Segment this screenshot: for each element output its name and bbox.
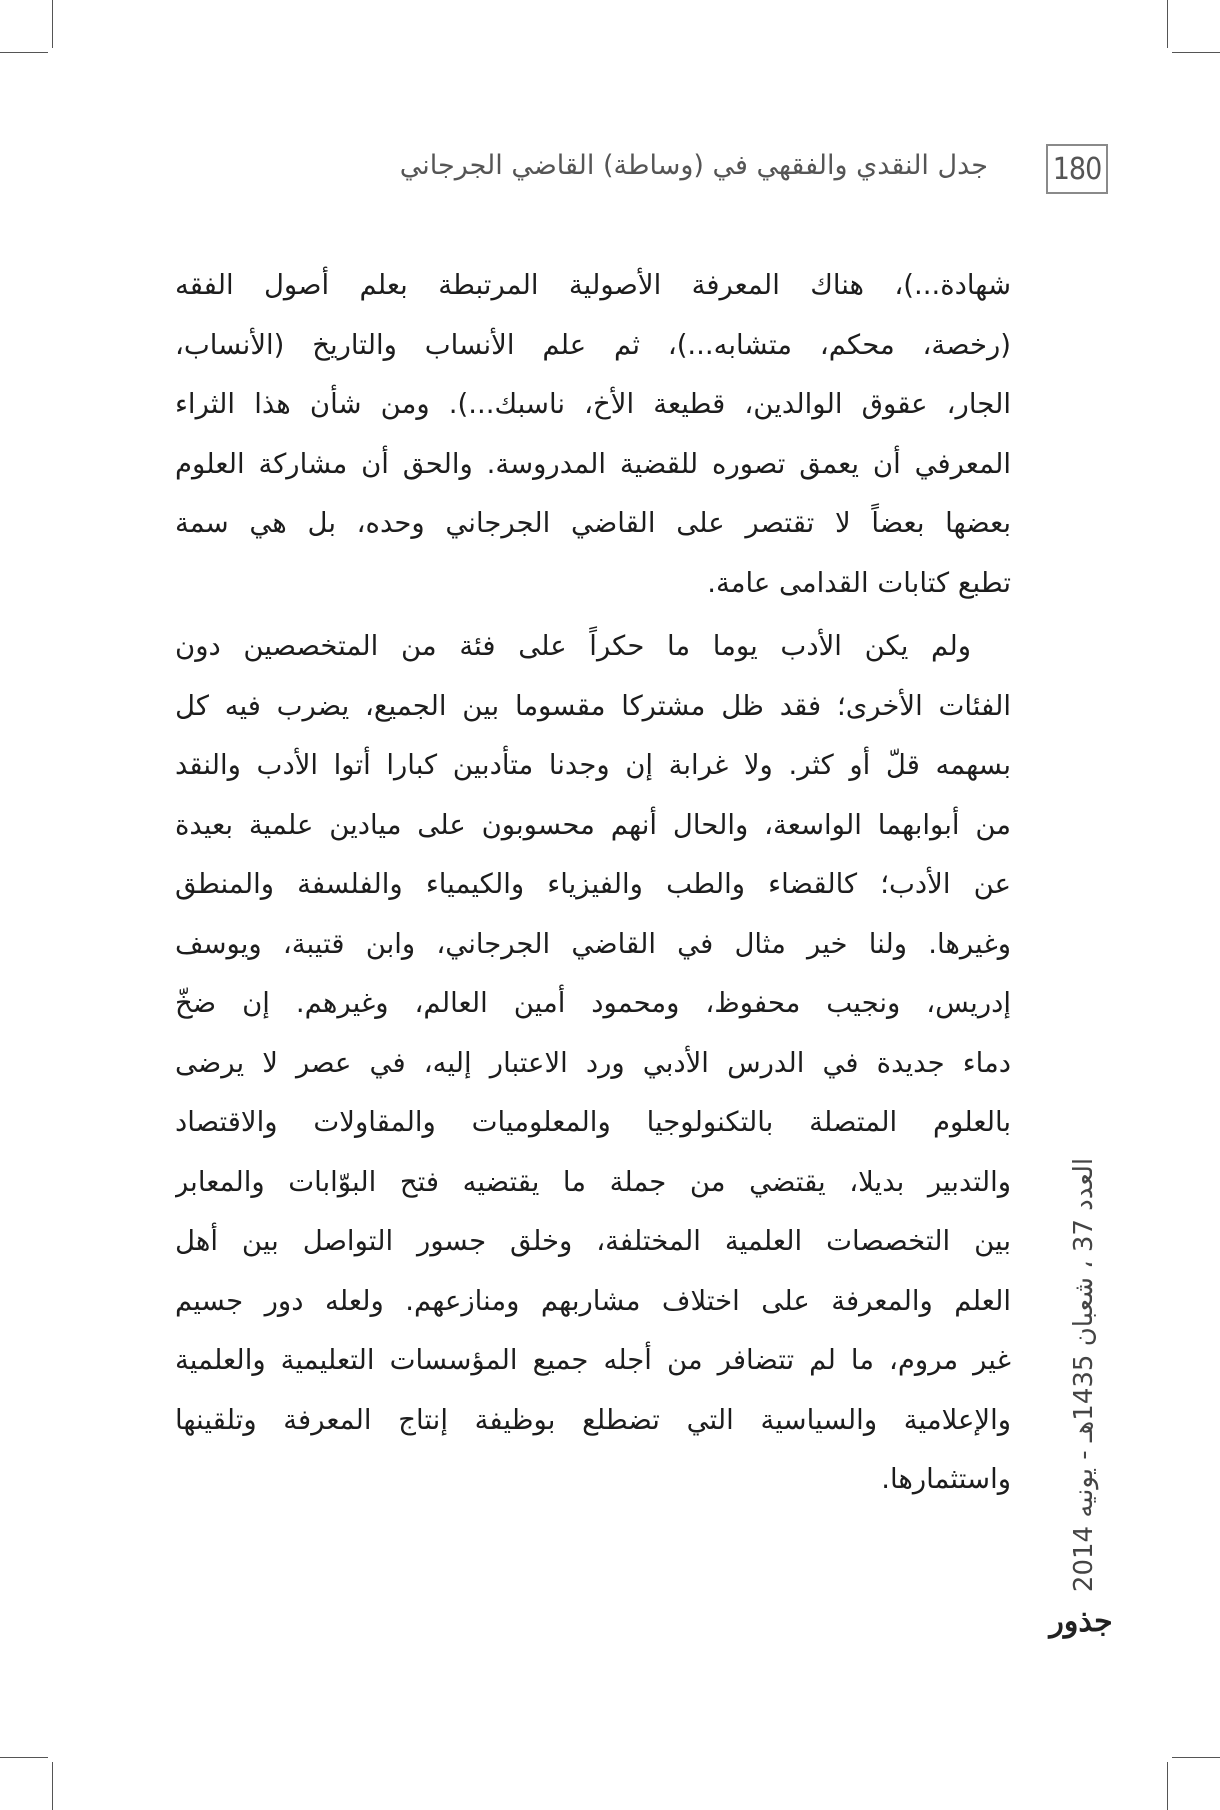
text-line: من أبوابهما الواسعة، والحال أنهم محسوبون على ميادين علمية بعيدة [175, 808, 1011, 841]
text-line: العلم والمعرفة على اختلاف مشاربهم ومنازعهم. ولعله دور جسيم [175, 1284, 1011, 1317]
crop-mark-bottom-left [52, 1762, 53, 1810]
text-line: (رخصة، محكم، متشابه...)، ثم علم الأنساب والتاريخ (الأنساب، [175, 328, 1011, 361]
text-line: دماء جديدة في الدرس الأدبي ورد الاعتبار إليه، في عصر لا يرضى [175, 1046, 1011, 1079]
journal-issue-info [1054, 1157, 1114, 1593]
text-line: الفئات الأخرى؛ فقد ظل مشتركا مقسوما بين الجميع، يضرب فيه كل [175, 689, 1011, 722]
text-line: بسهمه قلّ أو كثر. ولا غرابة إن وجدنا متأدبين كبارا أتوا الأدب والنقد [175, 749, 1011, 781]
article-body [175, 256, 1011, 1510]
text-line: الجار، عقوق الوالدين، قطيعة الأخ، ناسبك...). ومن شأن هذا الثراء [175, 388, 1011, 420]
paragraph-1 [175, 256, 1011, 613]
crop-mark-bottom-right-horizontal [1172, 1757, 1220, 1758]
text-line: واستثمارها. [881, 1463, 1011, 1495]
text-line: المعرفي أن يعمق تصوره للقضية المدروسة. والحق أن مشاركة العلوم [175, 447, 1011, 480]
text-line: ولم يكن الأدب يوما ما حكراً على فئة من المتخصصين دون [175, 630, 971, 662]
crop-mark-top-right [1167, 0, 1168, 48]
text-line: عن الأدب؛ كالقضاء والطب والفيزياء والكيمياء والفلسفة والمنطق [175, 868, 1011, 900]
text-line: شهادة...)، هناك المعرفة الأصولية المرتبطة بعلم أصول الفقه [175, 269, 1011, 301]
text-line: بعضها بعضاً لا تقتصر على القاضي الجرجاني وحده، بل هي سمة [175, 507, 1011, 539]
crop-mark-top-right-horizontal [1172, 52, 1220, 53]
journal-logo: جذور [1049, 1604, 1113, 1639]
page-number: 180 [1046, 144, 1108, 194]
journal-issue-text: العدد 37 ، شعبان 1435هـ - يونيه 2014 [1069, 1157, 1100, 1593]
crop-mark-top-left-horizontal [0, 52, 48, 53]
running-head: جدل النقدي والفقهي في (وساطة) القاضي الجرجاني [399, 150, 988, 181]
text-line: تطبع كتابات القدامى عامة. [707, 566, 1011, 599]
crop-mark-bottom-right [1167, 1762, 1168, 1810]
paragraph-2 [175, 617, 1011, 1510]
text-line: بين التخصصات العلمية المختلفة، وخلق جسور التواصل بين أهل [175, 1225, 1011, 1257]
text-line: غير مروم، ما لم تتضافر من أجله جميع المؤسسات التعليمية والعلمية [175, 1344, 1011, 1376]
text-line: وغيرها. ولنا خير مثال في القاضي الجرجاني، وابن قتيبة، ويوسف [175, 927, 1011, 960]
text-line: إدريس، ونجيب محفوظ، ومحمود أمين العالم، وغيرهم. إن ضخّ [175, 987, 1011, 1019]
text-line: والتدبير بديلا، يقتضي من جملة ما يقتضيه فتح البوّابات والمعابر [175, 1165, 1011, 1198]
crop-mark-bottom-left-horizontal [0, 1757, 48, 1758]
text-line: والإعلامية والسياسية التي تضطلع بوظيفة إنتاج المعرفة وتلقينها [175, 1403, 1011, 1436]
crop-mark-top-left [52, 0, 53, 48]
text-line: بالعلوم المتصلة بالتكنولوجيا والمعلوميات والمقاولات والاقتصاد [175, 1106, 1011, 1138]
